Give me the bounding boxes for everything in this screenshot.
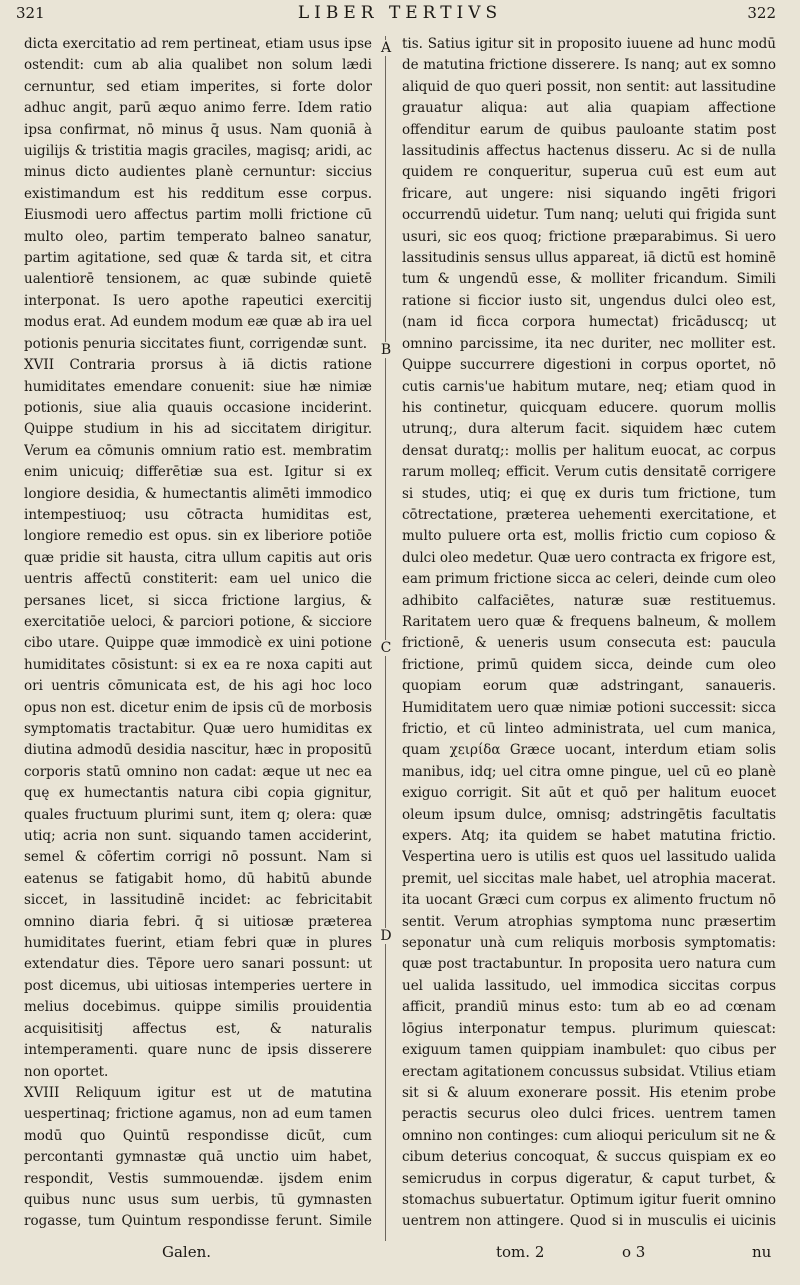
page-footer xyxy=(0,1243,800,1283)
catchword-left: Galen. xyxy=(162,1243,212,1261)
signature-mark: tom. 2 xyxy=(496,1243,545,1261)
right-page-number: 322 xyxy=(747,4,776,22)
left-paragraph-1: dicta exercitatio ad rem pertineat, etiam usus ipse ostendit: cum ab alia qualibet non solum lædi cernuntur, sed etiam imperites, si forte dolor adhuc angit, parū æquo animo ferre. Idem ratio ipsa confirmat, nō minus q̄ usus. Nam quoniā à uigilijs & tristitia magis graciles, magisq; aridi, ac minus dicto audientes planè cernuntur: siccius existimandum est his redditum esse corpus. Eiusmodi uero affectus partim molli frictione cū multo oleo, partim temperato balneo sanatur, partim agitatione, sed quæ & tarda sit, et citra ualentiorē tensionem, ac quæ subinde quietē interponat. Is uero apothe rapeutici exercitij modus erat. Ad eundem modum eæ quæ ab ira uel potionis penuria siccitates fiunt, corrigendæ sunt. xyxy=(24,36,372,352)
section-marker-c: C xyxy=(380,640,392,656)
section-marker-d: D xyxy=(380,928,392,944)
left-paragraph-3: XVIII Reliquum igitur est ut de matutina uespertinaq; frictione agamus, non ad eum tamen modū quo Quintū respondisse dicūt, cum percontanti gymnastæ quā unctio uim habet, respondit, Vestis summouendæ. ijsdem enim quibus nunc usus sum uerbis, tū gymnasten rogasse, tum Quintum respondisse ferunt. Simile xyxy=(24,1084,372,1230)
signature-number: o 3 xyxy=(622,1243,646,1261)
left-text-column xyxy=(24,34,372,1232)
right-text-column xyxy=(402,34,776,1232)
left-paragraph-2: XVII Contraria prorsus à iā dictis ratione humiditates emendare conuenit: siue hæ nimiæ potionis, siue alia quauis occasione inciderint. Quippe studium in his ad siccitatem dirigitur. Verum ea cōmunis omnium ratio est. membratim enim unicuiq; differētiæ sua est. Igitur si ex longiore desidia, & humectantis alimēti immodico intempestiuoq; usu cōtracta humiditas est, longiore remedio est opus. sin ex liberiore potiōe quæ pridie sit hausta, citra ullum capitis aut oris uentris affectū constiterit: eam uel unico die persanes licet, si sicca frictione largius, & exercitatiōe ueloci, & parciori potione, & sicciore cibo utare. Quippe quæ immodicè ex uini potione humiditates cōsistunt: si ex ea re noxa capiti aut ori uentris cōmunicata est, de his agi hoc loco opus non est. dicetur enim de ipsis cū de morbosis symptomatis tractabitur. Quæ uero humiditas ex diutina admodū desidia nascitur, hæc in propositū corporis statū omnino non cadat: æque ut nec ea quę ex humectantis natura cibi copia gignitur, quales fructuum plurimi sunt, item q; olera: quæ utiq; acria non sunt. siquando tamen acciderint, semel & cōfertim corrigi nō possunt. Nam si eatenus se fatigabit homo, dū habitū abunde siccet, in lassitudinē incidet: ac febricitabit omnino diaria febri. q̄ si uitiosæ præterea humiditates fuerint, etiam febri quæ in plures extendatur dies. Tēpore uero sanari possunt: ut post dicemus, ubi uitiosas intemperies uertere in melius docebimus. quippe similis prouidentia acquisitisitj affectus est, & naturalis intemperamenti. quare nunc de ipsis disserere non oportet. xyxy=(24,357,372,1080)
column-divider xyxy=(385,36,386,1241)
section-marker-b: B xyxy=(380,342,392,358)
catchword-right: nu xyxy=(752,1243,772,1261)
left-page-number: 321 xyxy=(16,4,45,22)
running-title: LIBER TERTIVS xyxy=(297,3,503,23)
right-paragraph-1: tis. Satius igitur sit in proposito iuuene ad hunc modū de matutina frictione disserere. Is nanq; aut ex somno aliquid de quo queri possit, non sentit: aut lassitudine grauatur aliqua: aut alia quapiam affectione offenditur earum de quibus pauloante statim post lassitudinis affectus hactenus disseru. Ac si de nulla quidem re conqueritur, superua cuū est eum aut fricare, aut ungere: nisi siquando ingēti frigori occurrendū uidetur. Tum nanq; ueluti qui frigida sunt usuri, sic eos quoq; frictione præparabimus. Si uero lassitudinis sensus ullus appareat, iā dictū est hominē tum & ungendū esse, & molliter fricandum. Simili ratione si ficcior iusto sit, ungendus dulci oleo est, (nam id ficca corpora humectat) fricāduscq; ut omnino parcissime, ita nec duriter, nec molliter est. Quippe succurrere digestioni in corpus oportet, nō cutis carnis'ue habitum mutare, neq; etiam quod in his continetur, quicquam educere. quorum mollis utrunq;, dura alterum facit. siquidem hæc cutem densat duratq;: mollis per halitum euocat, ac corpus rarum molleq; efficit. Verum cutis densitatē corrigere si studes, utiq; ei quę ex duris tum frictione, tum cōtrectatione, præterea uehementi exercitatione, et multo puluere orta est, mollis frictio cum copioso & dulci oleo medetur. Quæ uero contracta ex frigore est, eam primum frictione sicca ac celeri, deinde cum oleo adhibito calfaciētes, naturæ suæ restituemus. Raritatem uero quæ & frequens balneum, & mollem frictionē, & ueneris usum consecuta est: paucula frictione, primū quidem sicca, deinde cum oleo quopiam eorum quæ adstringant, sanaueris. Humiditatem uero quæ nimiæ potioni successit: sicca frictio, et cū linteo administrata, uel cum manica, quam χειρίδα Græce uocant, interdum etiam solis manibus, idq; uel citra omne pingue, uel cū eo planè exiguo corrigit. Sit aūt et quō per halitum euocet oleum ipsum dulce, omnisq; adstringētis facultatis expers. Atq; ita quidem se habet matutina frictio. Vespertina uero is utilis est quos uel lassitudo ualida premit, uel siccitas male habet, uel atrophia macerat. ita uocant Græci cum corpus ex alimento fructum nō sentit. Verum atrophias symptoma nunc præsertim seponatur unà cum reliquis morbosis symptomatis: quæ post tractabuntur. In proposita uero natura cum uel ualida lassitudo, uel immodica siccitas corpus afficit, prandiū minus esto: tum ab eo ad cœnam lōgius interponatur tempus. plurimum quiescat: exiguum tamen quippiam inambulet: quo cibus per erectam agitationem concussus subsidat. Vtilius etiam sit si & aluum exonerare possit. His etenim probe peractis securus oleo dulci frices. uentrem tamen omnino non continges: cum alioqui periculum sit ne & cibum deterius concoquat, & succus quispiam ex eo semicrudus in corpus digeratur, & caput turbet, & stomachus subuertatur. Optimum igitur fuerit omnino uentrem non attingere. Quod si in musculis ei uicinis xyxy=(402,36,776,1230)
section-marker-a: A xyxy=(380,40,392,56)
page-header xyxy=(0,0,800,30)
